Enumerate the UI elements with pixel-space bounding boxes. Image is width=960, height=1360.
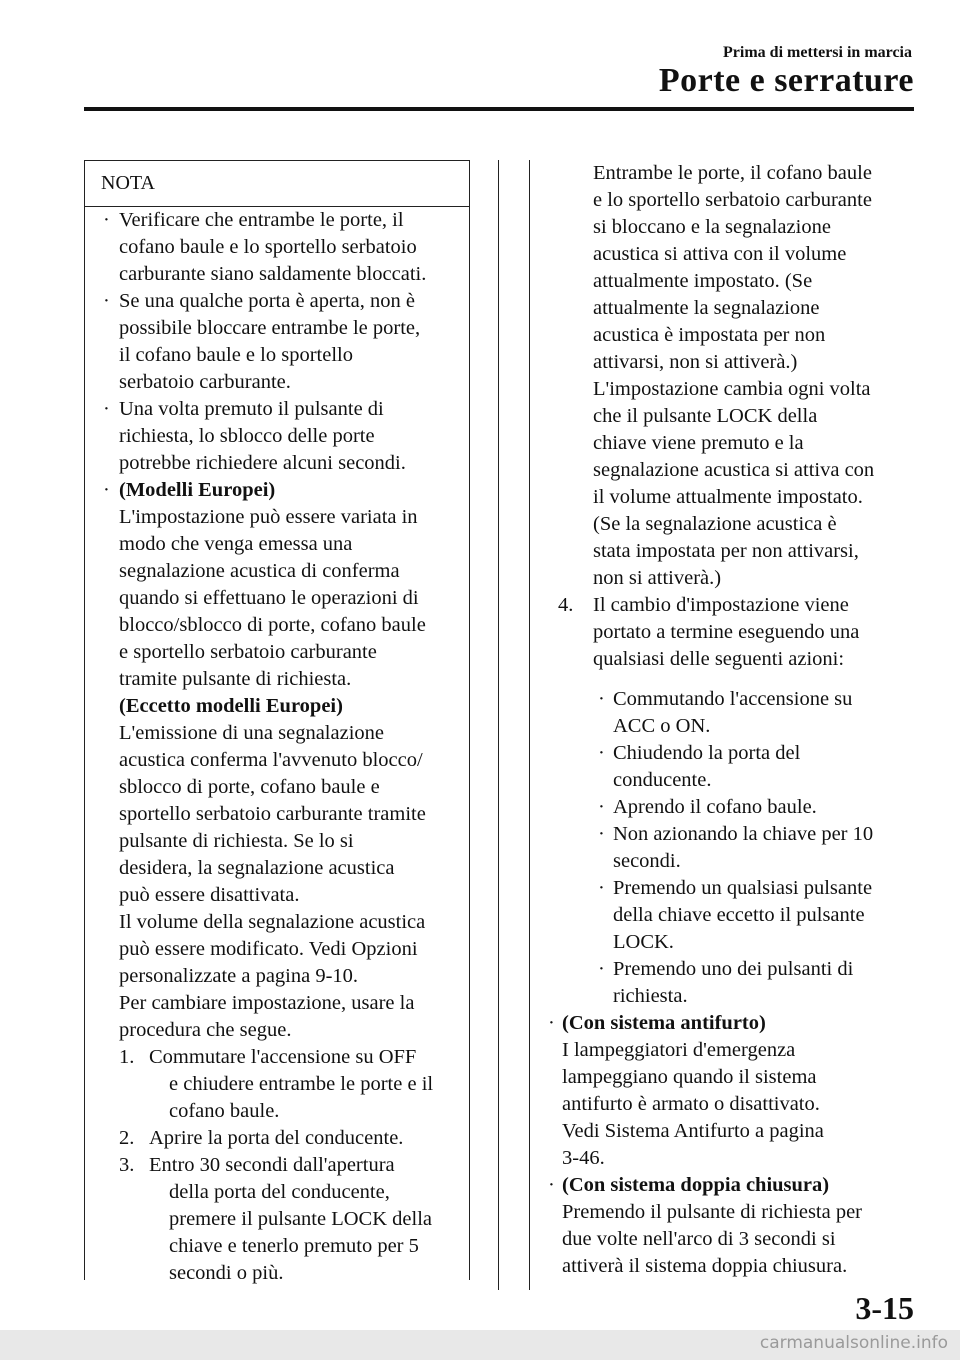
sub-bullet-line: ACC o ON. <box>613 715 711 737</box>
bullet-icon: · <box>103 290 110 312</box>
bullet-icon: · <box>598 688 605 710</box>
note-text-line: quando si effettuano le operazioni di <box>119 587 419 609</box>
sub-bullet-line: secondi. <box>613 850 681 872</box>
step-line: qualsiasi delle seguenti azioni: <box>593 648 845 670</box>
text-line: Premendo il pulsante di richiesta per <box>562 1201 863 1223</box>
note-bullet-line: serbatoio carburante. <box>119 371 291 393</box>
step-line: chiave e tenerlo premuto per 5 <box>169 1235 419 1257</box>
note-text-line: segnalazione acustica di conferma <box>119 560 400 582</box>
model-heading: (Con sistema doppia chiusura) <box>562 1174 830 1196</box>
step-line: Commutare l'accensione su OFF <box>149 1046 417 1068</box>
note-text-line: può essere disattivata. <box>119 884 300 906</box>
continuation-line: il volume attualmente impostato. <box>593 486 863 508</box>
note-text-line: può essere modificato. Vedi Opzioni <box>119 938 418 960</box>
note-text-line: L'impostazione può essere variata in <box>119 506 418 528</box>
note-text-line: personalizzate a pagina 9-10. <box>119 965 359 987</box>
note-text-line: Il volume della segnalazione acustica <box>119 911 426 933</box>
continuation-line: e lo sportello serbatoio carburante <box>593 189 872 211</box>
bullet-icon: · <box>548 1012 555 1034</box>
continuation-line: acustica si attiva con il volume <box>593 243 847 265</box>
note-text-line: e sportello serbatoio carburante <box>119 641 377 663</box>
note-text-line: desidera, la segnalazione acustica <box>119 857 395 879</box>
section-title: Prima di mettersi in marcia <box>723 44 912 61</box>
note-text-line: sblocco di porte, cofano baule e <box>119 776 380 798</box>
continuation-line: che il pulsante LOCK della <box>593 405 818 427</box>
continuation-line: attivarsi, non si attiverà.) <box>593 351 798 373</box>
bullet-icon: · <box>598 877 605 899</box>
step-number: 1. <box>119 1046 135 1068</box>
continuation-line: L'impostazione cambia ogni volta <box>593 378 871 400</box>
note-bullet-line: Una volta premuto il pulsante di <box>119 398 384 420</box>
step-number: 3. <box>119 1154 135 1176</box>
note-bullet-line: potrebbe richiedere alcuni secondi. <box>119 452 406 474</box>
sub-bullet-line: Chiudendo la porta del <box>613 742 801 764</box>
step-line: e chiudere entrambe le porte e il <box>169 1073 434 1095</box>
sub-bullet-line: richiesta. <box>613 985 688 1007</box>
model-heading: (Eccetto modelli Europei) <box>119 695 343 717</box>
note-heading: NOTA <box>85 161 469 207</box>
continuation-line: stata impostata per non attivarsi, <box>593 540 859 562</box>
step-number: 4. <box>558 594 574 616</box>
note-text-line: acustica conferma l'avvenuto blocco/ <box>119 749 423 771</box>
note-text-line: L'emissione di una segnalazione <box>119 722 384 744</box>
continuation-line: Entrambe le porte, il cofano baule <box>593 162 872 184</box>
watermark: carmanualsonline.info <box>759 1333 948 1353</box>
note-bullet-line: possibile bloccare entrambe le porte, <box>119 317 421 339</box>
model-heading: (Con sistema antifurto) <box>562 1012 766 1034</box>
bullet-icon: · <box>103 479 110 501</box>
note-bullet-line: cofano baule e lo sportello serbatoio <box>119 236 417 258</box>
continuation-line: si bloccano e la segnalazione <box>593 216 831 238</box>
sub-bullet-line: LOCK. <box>613 931 674 953</box>
text-line: attiverà il sistema doppia chiusura. <box>562 1255 848 1277</box>
note-text-line: pulsante di richiesta. Se lo si <box>119 830 354 852</box>
text-line: 3-46. <box>562 1147 605 1169</box>
note-text-line: sportello serbatoio carburante tramite <box>119 803 426 825</box>
note-text-line: blocco/sblocco di porte, cofano baule <box>119 614 426 636</box>
text-line: lampeggiano quando il sistema <box>562 1066 817 1088</box>
note-bullet-line: il cofano baule e lo sportello <box>119 344 353 366</box>
sub-bullet-line: della chiave eccetto il pulsante <box>613 904 865 926</box>
note-bullet-line: carburante siano saldamente bloccati. <box>119 263 427 285</box>
note-bullet-line: richiesta, lo sblocco delle porte <box>119 425 375 447</box>
bullet-icon: · <box>103 209 110 231</box>
page-number: 3-15 <box>855 1290 914 1326</box>
bullet-icon: · <box>548 1174 555 1196</box>
bullet-icon: · <box>598 823 605 845</box>
continuation-line: chiave viene premuto e la <box>593 432 804 454</box>
sub-bullet-line: Premendo un qualsiasi pulsante <box>613 877 873 899</box>
bullet-icon: · <box>598 796 605 818</box>
text-line: Vedi Sistema Antifurto a pagina <box>562 1120 824 1142</box>
bullet-icon: · <box>598 958 605 980</box>
note-text-line: procedura che segue. <box>119 1019 292 1041</box>
step-line: cofano baule. <box>169 1100 280 1122</box>
step-line: secondi o più. <box>169 1262 284 1284</box>
step-line: portato a termine eseguendo una <box>593 621 860 643</box>
sub-bullet-line: conducente. <box>613 769 712 791</box>
bullet-icon: · <box>103 398 110 420</box>
note-text-line: tramite pulsante di richiesta. <box>119 668 352 690</box>
note-text-line: modo che venga emessa una <box>119 533 353 555</box>
sub-bullet-line: Aprendo il cofano baule. <box>613 796 817 818</box>
continuation-line: acustica è impostata per non <box>593 324 826 346</box>
sub-bullet-line: Premendo uno dei pulsanti di <box>613 958 854 980</box>
continuation-line: segnalazione acustica si attiva con <box>593 459 875 481</box>
note-bullet-line: Se una qualche porta è aperta, non è <box>119 290 415 312</box>
bullet-icon: · <box>598 742 605 764</box>
continuation-line: attualmente la segnalazione <box>593 297 820 319</box>
text-line: I lampeggiatori d'emergenza <box>562 1039 796 1061</box>
continuation-line: attualmente impostato. (Se <box>593 270 813 292</box>
continuation-line: non si attiverà.) <box>593 567 722 589</box>
step-line: Il cambio d'impostazione viene <box>593 594 849 616</box>
step-line: Aprire la porta del conducente. <box>149 1127 404 1149</box>
step-line: Entro 30 secondi dall'apertura <box>149 1154 395 1176</box>
sub-bullet-line: Commutando l'accensione su <box>613 688 853 710</box>
step-line: della porta del conducente, <box>169 1181 390 1203</box>
step-number: 2. <box>119 1127 135 1149</box>
sub-bullet-line: Non azionando la chiave per 10 <box>613 823 874 845</box>
text-line: due volte nell'arco di 3 secondi si <box>562 1228 836 1250</box>
step-line: premere il pulsante LOCK della <box>169 1208 432 1230</box>
continuation-line: (Se la segnalazione acustica è <box>593 513 837 535</box>
note-text-line: Per cambiare impostazione, usare la <box>119 992 415 1014</box>
note-bullet-line: Verificare che entrambe le porte, il <box>119 209 404 231</box>
page-title: Porte e serrature <box>658 62 914 99</box>
text-line: antifurto è armato o disattivato. <box>562 1093 820 1115</box>
model-heading: (Modelli Europei) <box>119 479 276 501</box>
